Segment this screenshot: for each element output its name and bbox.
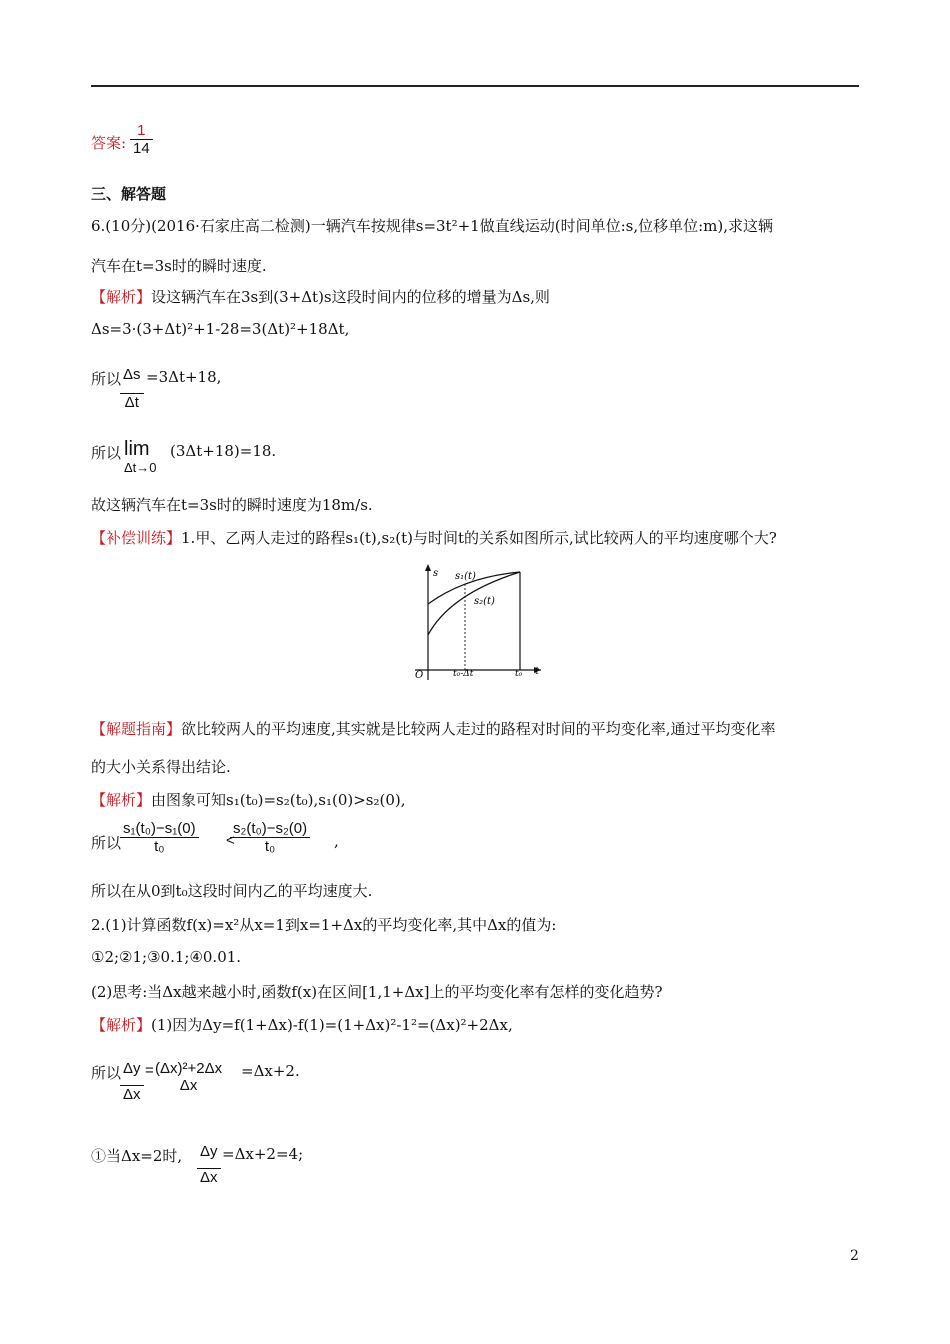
sol2-f3-num: Δy [200, 1143, 218, 1160]
sol6-line4-post: (3Δt+18)=18. [170, 442, 277, 460]
sol2-f3-den: Δx [197, 1168, 221, 1186]
tick-t0: t₀ [515, 669, 523, 679]
sol2-fraction3 [197, 1143, 221, 1186]
answer-fraction [130, 122, 153, 157]
sol6-fraction-num: Δs [123, 366, 141, 383]
sol6-fraction [120, 366, 144, 411]
sol1-line2-pre: 所以 [91, 834, 122, 852]
answer-numerator: 1 [137, 122, 146, 139]
q2-line1: 2.(1)计算函数f(x)=x²从x=1到x=1+Δx的平均变化率,其中Δx的值为: [91, 916, 557, 934]
guide-line1 [91, 718, 776, 739]
sol1-f1-num: s₁(t₀)−s₁(0) [123, 820, 196, 837]
sol6-line3-post: =3Δt+18, [146, 368, 222, 386]
limit-subscript: Δt→0 [124, 460, 157, 475]
sol1-fraction1 [120, 820, 199, 855]
sol2-line3-post: =Δx+2=4; [222, 1145, 304, 1163]
q6-line2: 汽车在t=3s时的瞬时速度. [91, 257, 267, 275]
distance-time-graph [405, 562, 545, 684]
page-number: 2 [850, 1248, 859, 1264]
supp-q1: 1.甲、乙两人走过的路程s₁(t),s₂(t)与时间t的关系如图所示,试比较两人的平均速度哪个大? [181, 529, 777, 547]
sol2-line1 [91, 1014, 513, 1035]
sol6-line2: Δs=3·(3+Δt)²+1-28=3(Δt)²+18Δt, [91, 320, 350, 338]
guide-line2: 的大小关系得出结论. [91, 758, 231, 776]
q2-line2: ①2;②1;③0.1;④0.01. [91, 948, 242, 966]
sol2-text1: (1)因为Δy=f(1+Δx)-f(1)=(1+Δx)²-1²=(Δx)²+2Δx, [151, 1016, 513, 1034]
origin-label: O [415, 670, 424, 681]
header-rule [91, 85, 859, 87]
sol1-line2-post: , [334, 832, 339, 850]
tick-t0-minus-dt: t₀-Δt [453, 669, 474, 679]
less-than-sign: < [226, 832, 235, 849]
sol6-line3-pre: 所以 [91, 370, 122, 388]
sol2-tag: 【解析】 [91, 1016, 152, 1034]
guide-text1: 欲比较两人的平均速度,其实就是比较两人走过的路程对时间的平均变化率,通过平均变化率 [181, 720, 776, 738]
limit-expression [124, 438, 157, 475]
analysis-tag: 【解析】 [91, 288, 152, 306]
equals-sign: = [145, 1062, 154, 1079]
limit-symbol: lim [124, 438, 150, 460]
sol2-line2-pre: 所以 [91, 1064, 122, 1082]
sol1-f2-den: t₀ [230, 837, 310, 855]
sol6-text1: 设这辆汽车在3s到(3+Δt)s这段时间内的位移的增量为Δs,则 [151, 288, 550, 306]
sol1-line3: 所以在从0到t₀这段时间内乙的平均速度大. [91, 882, 373, 900]
guide-tag: 【解题指南】 [91, 720, 182, 738]
curve2-label: s₂(t) [474, 596, 495, 607]
sol2-line3-pre: ①当Δx=2时, [91, 1147, 183, 1165]
sol1-fraction2 [230, 820, 310, 855]
section-heading: 三、解答题 [91, 185, 167, 203]
sol2-f1-num: Δy [123, 1060, 141, 1077]
answer-label: 答案: [91, 134, 127, 152]
sol1-line1 [91, 789, 406, 810]
curve1-label: s₁(t) [455, 571, 476, 582]
axis-s-label: s [433, 568, 439, 579]
sol6-line1 [91, 286, 550, 307]
sol6-fraction-den: Δt [120, 393, 144, 411]
q6-line1: 6.(10分)(2016·石家庄高二检测)一辆汽车按规律s=3t²+1做直线运动(时间单位:s,位移单位:m),求这辆 [91, 217, 773, 235]
sol6-line5: 故这辆汽车在t=3s时的瞬时速度为18m/s. [91, 496, 373, 514]
q2-line3: (2)思考:当Δx越来越小时,函数f(x)在区间[1,1+Δx]上的平均变化率有怎样的变化趋势? [91, 983, 663, 1001]
supp-tag: 【补偿训练】 [91, 529, 182, 547]
sol1-f2-num: s₂(t₀)−s₂(0) [233, 820, 308, 837]
sol2-line2-post: =Δx+2. [241, 1062, 300, 1080]
sol2-f2-den: Δx [179, 1077, 198, 1094]
sol1-f1-den: t₀ [120, 837, 199, 855]
sol6-line4-pre: 所以 [91, 444, 122, 462]
sol2-f2-num: (Δx)²+2Δx [155, 1060, 223, 1077]
supp-line [91, 527, 777, 548]
sol2-fraction1 [120, 1060, 144, 1103]
sol2-f1-den: Δx [120, 1085, 144, 1103]
sol2-fraction2 [152, 1060, 225, 1094]
axis-t-label: t [535, 666, 540, 677]
sol1-text1: 由图象可知s₁(t₀)=s₂(t₀),s₁(0)>s₂(0), [151, 791, 406, 809]
answer-denominator: 14 [130, 139, 153, 157]
sol1-tag: 【解析】 [91, 791, 152, 809]
